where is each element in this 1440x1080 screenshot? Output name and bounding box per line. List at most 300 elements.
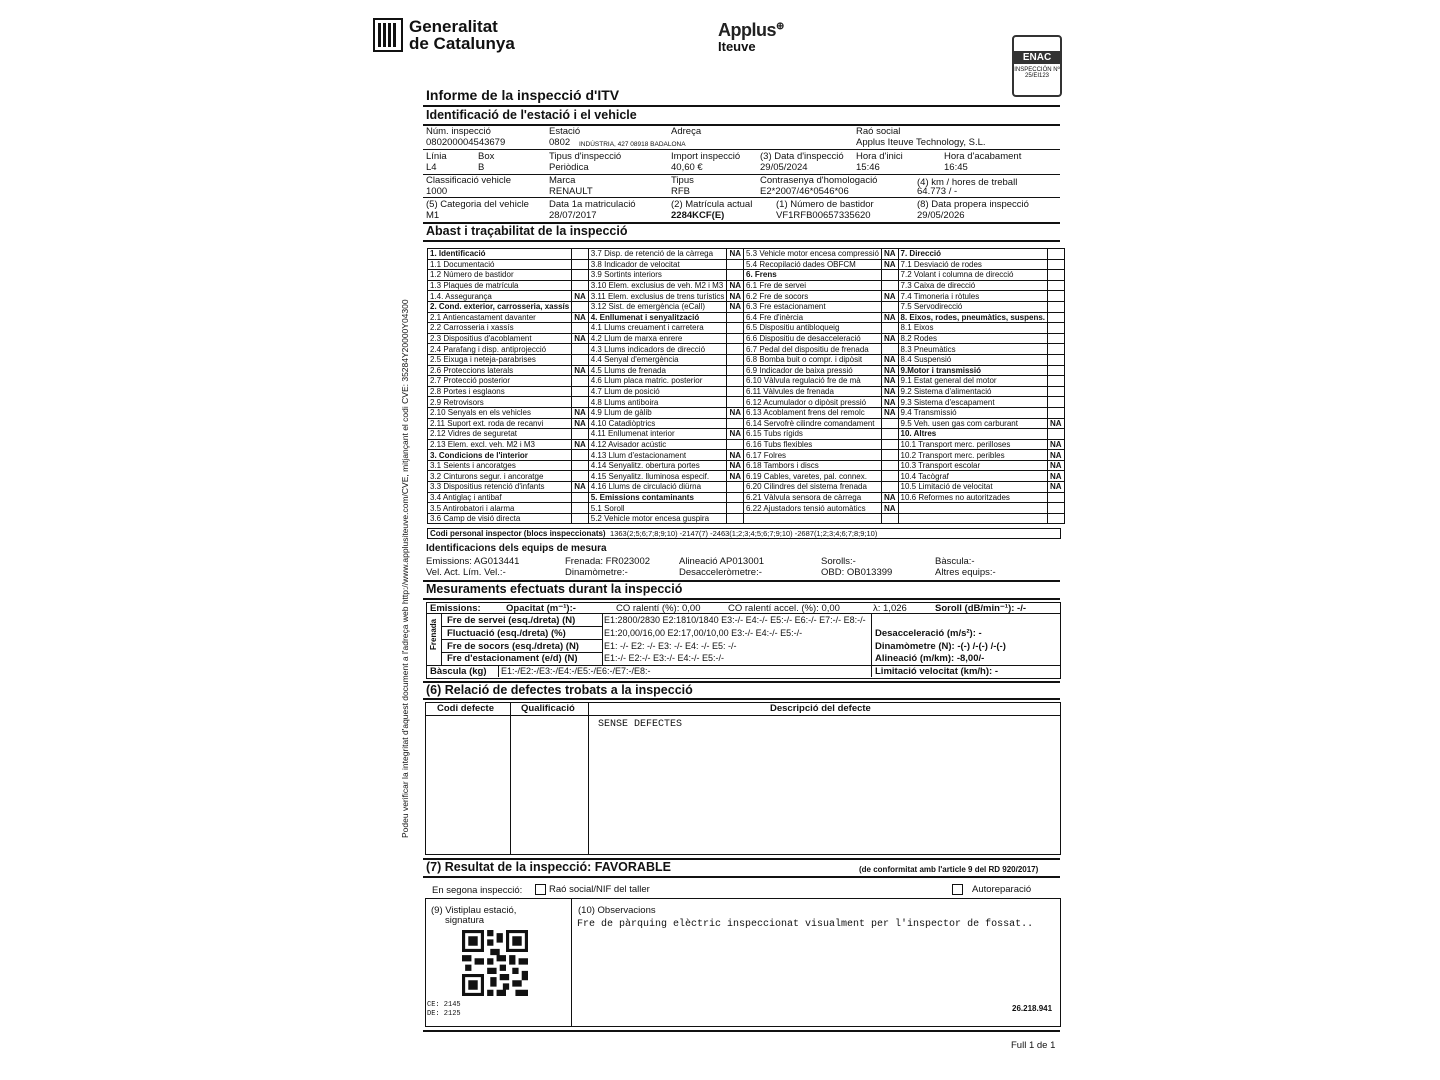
abast-item: 7.1 Desviació de rodes — [898, 259, 1048, 270]
abast-status — [727, 376, 744, 387]
abast-item: 6.19 Cables, varetes, pal. connex. — [744, 471, 882, 482]
abast-item: 6.9 Indicador de baixa pressió — [744, 365, 882, 376]
abast-item: 1.2 Número de bastidor — [428, 270, 572, 281]
abast-item: 2.3 Dispositius d'acoblament — [428, 333, 572, 344]
abast-row — [428, 482, 1065, 493]
abast-status — [572, 503, 589, 514]
abast-row — [428, 333, 1065, 344]
abast-row — [428, 471, 1065, 482]
abast-status — [727, 492, 744, 503]
abast-item: 2.9 Retrovisors — [428, 397, 572, 408]
abast-item: 10.1 Transport merc. perilloses — [898, 439, 1048, 450]
section-identificacio-title: Identificació de l'estació i el vehicle — [426, 108, 637, 122]
categoria: M1 — [426, 210, 440, 221]
hora-acabament: 16:45 — [944, 162, 968, 173]
abast-status — [572, 397, 589, 408]
abast-item: 4.13 Llum d'estacionament — [588, 450, 727, 461]
abast-status — [572, 513, 589, 524]
abast-item: 6.4 Fre d'inèrcia — [744, 312, 882, 323]
linia: L4 — [426, 162, 437, 173]
propera-inspeccio: 29/05/2026 — [917, 210, 965, 221]
abast-status — [572, 344, 589, 355]
abast-item: 4.9 Llum de gàlib — [588, 407, 727, 418]
abast-status — [727, 259, 744, 270]
abast-status — [727, 323, 744, 334]
abast-row — [428, 270, 1065, 281]
abast-status — [727, 270, 744, 281]
abast-status: NA — [1048, 439, 1065, 450]
abast-status: NA — [881, 291, 898, 302]
observacions-label: (10) Observacions — [578, 905, 656, 916]
km: 64.773 / - — [917, 186, 958, 197]
abast-item: 9.Motor i transmissió — [898, 365, 1048, 376]
abast-status — [881, 280, 898, 291]
label: Contrasenya d'homologació — [760, 175, 878, 186]
hora-inici: 15:46 — [856, 162, 880, 173]
abast-item: 3.1 Seients i ancoratges — [428, 460, 572, 471]
fluctuacio: E1:20,00/16,00 E2:17,00/10,00 E3:-/- E4:-/- E5:-/- — [604, 628, 803, 638]
abast-row — [428, 492, 1065, 503]
abast-status: NA — [881, 397, 898, 408]
abast-item: 2.1 Antiencastament davanter — [428, 312, 572, 323]
gen-line2: de Catalunya — [409, 34, 515, 53]
label: (3) Data d'inspecció — [760, 151, 844, 162]
abast-item: 4.8 Llums antiboira — [588, 397, 727, 408]
abast-status: NA — [572, 365, 589, 376]
generalitat-logo — [373, 18, 515, 52]
abast-status — [727, 344, 744, 355]
abast-row — [428, 397, 1065, 408]
co-ralenti: CO ralentí (%): 0,00 — [616, 603, 701, 614]
autoreparacio-checkbox[interactable] — [952, 884, 1031, 895]
abast-status: NA — [1048, 450, 1065, 461]
enac-small: INSPECCIÓN Nº 25/EI123 — [1014, 67, 1060, 79]
abast-item: 3.6 Camp de visió directa — [428, 513, 572, 524]
abast-status — [572, 471, 589, 482]
abast-item: 10.3 Transport escolar — [898, 460, 1048, 471]
abast-status: NA — [727, 407, 744, 418]
equip-alineacio: Alineació AP013001 — [679, 556, 765, 567]
num-inspeccio: 080200004543679 — [426, 137, 506, 148]
fre-socors: E1: -/- E2: -/- E3: -/- E4: -/- E5: -/- — [604, 641, 737, 651]
tipus-vehicle: RFB — [671, 186, 690, 197]
abast-item: 7.5 Servodirecció — [898, 301, 1048, 312]
abast-item: 4.3 Llums indicadors de direcció — [588, 344, 727, 355]
abast-item: 6.20 Cilindres del sistema frenada — [744, 482, 882, 493]
applus-sub: Iteuve — [718, 39, 756, 54]
abast-table — [427, 248, 1065, 524]
abast-item: 4.10 Catadiòptrics — [588, 418, 727, 429]
abast-item: 3.3 Dispositius retenció d'infants — [428, 482, 572, 493]
bastidor: VF1RFB00657335620 — [776, 210, 871, 221]
label: Raó social — [856, 126, 901, 137]
abast-item: 3.5 Antirobatori i alarma — [428, 503, 572, 514]
abast-item: 2.8 Portes i esglaons — [428, 386, 572, 397]
abast-status — [572, 450, 589, 461]
abast-item: 10.4 Tacògraf — [898, 471, 1048, 482]
abast-status: NA — [881, 333, 898, 344]
abast-row — [428, 460, 1065, 471]
abast-status — [572, 249, 589, 260]
abast-status — [572, 323, 589, 334]
abast-item: 7.4 Timoneria i ròtules — [898, 291, 1048, 302]
abast-status — [1048, 354, 1065, 365]
abast-row — [428, 376, 1065, 387]
abast-status — [727, 333, 744, 344]
abast-status: NA — [881, 354, 898, 365]
enac-seal — [1012, 35, 1062, 97]
abast-item: 2.2 Carrosseria i xassís — [428, 323, 572, 334]
abast-status — [1048, 270, 1065, 281]
homologacio: E2*2007/46*0546*06 — [760, 186, 849, 197]
abast-row — [428, 312, 1065, 323]
abast-status — [572, 280, 589, 291]
abast-status — [1048, 365, 1065, 376]
label: Estació — [549, 126, 581, 137]
abast-status: NA — [881, 312, 898, 323]
abast-item: 2.6 Proteccions laterals — [428, 365, 572, 376]
abast-item: 6.12 Acumulador o dipòsit pressió — [744, 397, 882, 408]
abast-item: 3.7 Disp. de retenció de la càrrega — [588, 249, 727, 260]
abast-item: 5.1 Soroll — [588, 503, 727, 514]
abast-row — [428, 280, 1065, 291]
abast-item: 3.8 Indicador de velocitat — [588, 259, 727, 270]
abast-item: 7.2 Volant i columna de direcció — [898, 270, 1048, 281]
socors-label: Fre de socors (esq./dreta) (N) — [447, 641, 579, 652]
box: B — [478, 162, 485, 173]
abast-row — [428, 259, 1065, 270]
abast-status: NA — [572, 312, 589, 323]
label: Hora d'inici — [856, 151, 903, 162]
abast-status — [572, 429, 589, 440]
data-inspeccio: 29/05/2024 — [760, 162, 808, 173]
autoreparacio-label: Autoreparació — [972, 884, 1032, 896]
abast-status — [727, 365, 744, 376]
abast-status: NA — [881, 503, 898, 514]
abast-row — [428, 407, 1065, 418]
abast-item: 2.10 Senyals en els vehicles — [428, 407, 572, 418]
equip-obd: OBD: OB013399 — [821, 567, 893, 578]
abast-status — [881, 460, 898, 471]
abast-status — [727, 503, 744, 514]
abast-status — [1048, 249, 1065, 260]
abast-status: NA — [727, 460, 744, 471]
abast-status — [1048, 344, 1065, 355]
abast-status: NA — [1048, 460, 1065, 471]
abast-status — [1048, 323, 1065, 334]
abast-status — [572, 492, 589, 503]
co-accel: CO ralentí accel. (%): 0,00 — [728, 603, 840, 614]
rao-nif-checkbox[interactable] — [535, 884, 650, 895]
label: Classificació vehicle — [426, 175, 512, 186]
abast-item: 4.4 Senyal d'emergència — [588, 354, 727, 365]
abast-item: 9.3 Sistema d'escapament — [898, 397, 1048, 408]
label: Data 1a matriculació — [549, 199, 636, 210]
abast-status — [1048, 291, 1065, 302]
abast-status: NA — [727, 429, 744, 440]
adreca: INDÚSTRIA, 427 08918 BADALONA — [579, 141, 686, 148]
alineacio: Alineació (m/km): -8,00/- — [875, 653, 985, 664]
resultat-title: (7) Resultat de la inspecció: FAVORABLE — [426, 860, 671, 874]
abast-status — [572, 301, 589, 312]
abast-status — [1048, 312, 1065, 323]
abast-item: 6.22 Ajustadors tensió automàtics — [744, 503, 882, 514]
abast-item: 4.12 Avisador acústic — [588, 439, 727, 450]
abast-item: 8.2 Rodes — [898, 333, 1048, 344]
abast-status — [727, 354, 744, 365]
label: Box — [478, 151, 495, 162]
abast-item: 8. Eixos, rodes, pneumàtics, suspens. — [898, 312, 1048, 323]
abast-item: 6.1 Fre de servei — [744, 280, 882, 291]
vistiplau-label: (9) Vistiplau estació, — [431, 905, 517, 916]
abast-item: 4.16 Llums de circulació diürna — [588, 482, 727, 493]
abast-status — [1048, 503, 1065, 514]
tipus-inspeccio: Periòdica — [549, 162, 589, 173]
classificacio: 1000 — [426, 186, 448, 197]
abast-item: 2.7 Protecció posterior — [428, 376, 572, 387]
abast-item: 5.3 Vehicle motor encesa compressió — [744, 249, 882, 260]
abast-status: NA — [881, 365, 898, 376]
abast-status: NA — [881, 407, 898, 418]
label: (2) Matrícula actual — [671, 199, 753, 210]
col-descripcio: Descripció del defecte — [770, 703, 871, 714]
resultat-note: (de conformitat amb l'article 9 del RD 920/2017) — [859, 865, 1039, 874]
abast-status — [727, 513, 744, 524]
abast-item: 10.5 Limitació de velocitat — [898, 482, 1048, 493]
abast-status — [1048, 376, 1065, 387]
abast-item: 5.2 Vehicle motor encesa guspira — [588, 513, 727, 524]
abast-item: 3.12 Sist. de emergència (eCall) — [588, 301, 727, 312]
abast-item: 4.6 Llum placa matric. posterior — [588, 376, 727, 387]
signatura-label: signatura — [445, 915, 485, 926]
abast-item — [898, 513, 1048, 524]
abast-status: NA — [881, 492, 898, 503]
section-abast-title: Abast i traçabilitat de la inspecció — [426, 224, 628, 238]
equip-sorolls: Sorolls:- — [821, 556, 856, 567]
emissions-label: Emissions: — [430, 603, 481, 614]
abast-item: 3.11 Elem. exclusius de trens turístics — [588, 291, 727, 302]
abast-item — [898, 503, 1048, 514]
label: Import inspecció — [671, 151, 741, 162]
abast-item: 6.10 Vàlvula regulació fre de mà — [744, 376, 882, 387]
equip-frenada: Frenada: FR023002 — [565, 556, 651, 567]
abast-status — [881, 439, 898, 450]
abast-status — [1048, 397, 1065, 408]
abast-item: 6. Frens — [744, 270, 882, 281]
fre-estacionament: E1:-/- E2:-/- E3:-/- E4:-/- E5:-/- — [604, 653, 725, 663]
abast-status: NA — [727, 471, 744, 482]
abast-item: 6.2 Fre de socors — [744, 291, 882, 302]
abast-row — [428, 386, 1065, 397]
segona-inspeccio: En segona inspecció: — [432, 885, 523, 896]
abast-item: 6.17 Folres — [744, 450, 882, 461]
abast-row — [428, 450, 1065, 461]
mesuraments-title: Mesuraments efectuats durant la inspecció — [426, 582, 683, 596]
abast-status: NA — [572, 418, 589, 429]
abast-row — [428, 344, 1065, 355]
abast-row — [428, 439, 1065, 450]
abast-item: 8.1 Eixos — [898, 323, 1048, 334]
label: Adreça — [671, 126, 702, 137]
bascula: E1:-/E2:-/E3:-/E4:-/E5:-/E6:-/E7:-/E8:- — [501, 666, 651, 676]
abast-status — [1048, 333, 1065, 344]
opacitat: Opacitat (m⁻¹):- — [506, 603, 576, 614]
abast-status: NA — [572, 333, 589, 344]
applus-logo: Applus⊕ Iteuve — [718, 20, 784, 54]
abast-status — [1048, 429, 1065, 440]
abast-item: 10.2 Transport merc. peribles — [898, 450, 1048, 461]
checkbox-icon — [535, 884, 546, 895]
abast-status: NA — [727, 280, 744, 291]
col-qualificacio: Qualificació — [521, 703, 575, 714]
abast-status: NA — [572, 439, 589, 450]
estac-label: Fre d'estacionament (e/d) (N) — [447, 653, 578, 664]
abast-status: NA — [727, 450, 744, 461]
label: Tipus — [671, 175, 694, 186]
document-number: 26.218.941 — [1012, 1004, 1053, 1013]
abast-status — [727, 418, 744, 429]
abast-item: 9.1 Estat general del motor — [898, 376, 1048, 387]
page-footer: Full 1 de 1 — [1011, 1040, 1056, 1051]
abast-status — [881, 513, 898, 524]
equip-altres: Altres equips:- — [935, 567, 996, 578]
abast-status — [572, 386, 589, 397]
generalitat-emblem-icon — [373, 18, 403, 52]
abast-item: 6.21 Vàlvula sensora de càrrega — [744, 492, 882, 503]
matricula: 2284KCF(E) — [671, 210, 725, 221]
abast-item: 1.4. Assegurança — [428, 291, 572, 302]
abast-row — [428, 513, 1065, 524]
label: Núm. inspecció — [426, 126, 491, 137]
equip-dinamometre: Dinamòmetre:- — [565, 567, 628, 578]
abast-item: 2.4 Parafang i disp. antiprojecció — [428, 344, 572, 355]
abast-row — [428, 503, 1065, 514]
de-code: DE: 2125 — [427, 1010, 461, 1018]
desacceleracio: Desacceleració (m/s²): - — [875, 628, 982, 639]
abast-item: 7. Direcció — [898, 249, 1048, 260]
fre-servei-label: Fre de servei (esq./dreta) (N) — [447, 615, 576, 626]
abast-item: 9.2 Sistema d'alimentació — [898, 386, 1048, 397]
abast-status — [727, 397, 744, 408]
abast-status — [572, 259, 589, 270]
abast-status: NA — [727, 291, 744, 302]
estacio: 0802 — [549, 137, 571, 148]
abast-item: 6.3 Fre estacionament — [744, 301, 882, 312]
abast-status: NA — [572, 291, 589, 302]
marca: RENAULT — [549, 186, 593, 197]
soroll: Soroll (dB/min⁻¹): -/- — [935, 603, 1027, 614]
checkbox-icon — [952, 884, 963, 895]
equip-vel: Vel. Act. Lím. Vel.:- — [426, 567, 506, 578]
abast-item: 6.18 Tambors i discs — [744, 460, 882, 471]
lambda: λ: 1,026 — [873, 603, 907, 614]
abast-item: 5. Emissions contaminants — [588, 492, 727, 503]
abast-status — [1048, 492, 1065, 503]
abast-status: NA — [572, 407, 589, 418]
abast-status — [881, 450, 898, 461]
label: (5) Categoria del vehicle — [426, 199, 529, 210]
defecte-descripcio: SENSE DEFECTES — [598, 719, 683, 730]
abast-item: 2.13 Elem. excl. veh. M2 i M3 — [428, 439, 572, 450]
equip-emissions: Emissions: AG013441 — [426, 556, 520, 567]
codi-inspector-row — [427, 528, 1061, 539]
codi-inspector-label: Codi personal inspector (blocs inspeccionats) — [430, 529, 606, 538]
abast-status — [881, 323, 898, 334]
abast-item — [744, 513, 882, 524]
abast-status: NA — [1048, 418, 1065, 429]
ce-code: CE: 2145 — [427, 1001, 461, 1009]
defectes-box — [425, 702, 1061, 855]
label: Tipus d'inspecció — [549, 151, 622, 162]
abast-item: 6.7 Pedal del dispositiu de frenada — [744, 344, 882, 355]
abast-status — [727, 312, 744, 323]
abast-status: NA — [727, 301, 744, 312]
verification-side-text: Podeu verificar la integritat d'aquest document a l'adreça web http://www.applusiteuve.com/CVE, mitjançant el codi CVE: 35284Y20000Y04300 — [400, 299, 410, 838]
gen-line1: Generalitat — [409, 17, 498, 36]
abast-item: 9.4 Transmissió — [898, 407, 1048, 418]
abast-status — [1048, 301, 1065, 312]
abast-status: NA — [881, 376, 898, 387]
abast-item: 7.3 Caixa de direcció — [898, 280, 1048, 291]
abast-status — [572, 460, 589, 471]
abast-status: NA — [727, 249, 744, 260]
abast-item: 3.2 Cinturons segur. i ancoratge — [428, 471, 572, 482]
qr-code-icon — [462, 930, 528, 996]
abast-item: 2.12 Vidres de seguretat — [428, 429, 572, 440]
abast-status — [1048, 386, 1065, 397]
abast-status: NA — [1048, 471, 1065, 482]
abast-item: 6.15 Tubs rígids — [744, 429, 882, 440]
abast-status — [572, 354, 589, 365]
abast-item: 4.11 Enllumenat interior — [588, 429, 727, 440]
abast-status: NA — [881, 249, 898, 260]
abast-item: 3.4 Antiglaç i antibaf — [428, 492, 572, 503]
abast-item: 4.7 Llum de posició — [588, 386, 727, 397]
abast-status — [572, 270, 589, 281]
abast-item: 8.4 Suspensió — [898, 354, 1048, 365]
label: Hora d'acabament — [944, 151, 1022, 162]
abast-item: 2.11 Suport ext. roda de recanvi — [428, 418, 572, 429]
codi-inspector: 1363(2;5;6;7;8;9;10) -2147(7) -2463(1;2;3;4;5;6;7;9;10) -2687(1;2;3;4;6;7;8;9;10) — [610, 529, 878, 538]
label: (1) Número de bastidor — [776, 199, 874, 210]
abast-status: NA — [572, 482, 589, 493]
abast-status — [1048, 280, 1065, 291]
abast-status — [881, 482, 898, 493]
abast-status — [881, 418, 898, 429]
abast-status — [881, 471, 898, 482]
abast-status — [881, 301, 898, 312]
abast-item: 10.6 Reformes no autoritzades — [898, 492, 1048, 503]
label: Marca — [549, 175, 576, 186]
abast-item: 6.16 Tubs flexibles — [744, 439, 882, 450]
abast-row — [428, 365, 1065, 376]
page-title: Informe de la inspecció d'ITV — [426, 87, 620, 103]
import: 40,60 € — [671, 162, 703, 173]
abast-row — [428, 429, 1065, 440]
abast-item: 8.3 Pneumàtics — [898, 344, 1048, 355]
rao-nif-label: Raó social/NIF del taller — [549, 884, 650, 896]
abast-item: 1. Identificació — [428, 249, 572, 260]
abast-item: 6.6 Dispositiu de desacceleració — [744, 333, 882, 344]
abast-row — [428, 249, 1065, 260]
abast-status — [1048, 259, 1065, 270]
abast-item: 2. Cond. exterior, carrosseria, xassís — [428, 301, 572, 312]
abast-status — [727, 386, 744, 397]
abast-status: NA — [881, 386, 898, 397]
label: (8) Data propera inspecció — [917, 199, 1029, 210]
observacions: Fre de pàrquing elèctric inspeccionat visualment per l'inspector de fossat.. — [577, 919, 1034, 930]
col-codi: Codi defecte — [437, 703, 495, 714]
